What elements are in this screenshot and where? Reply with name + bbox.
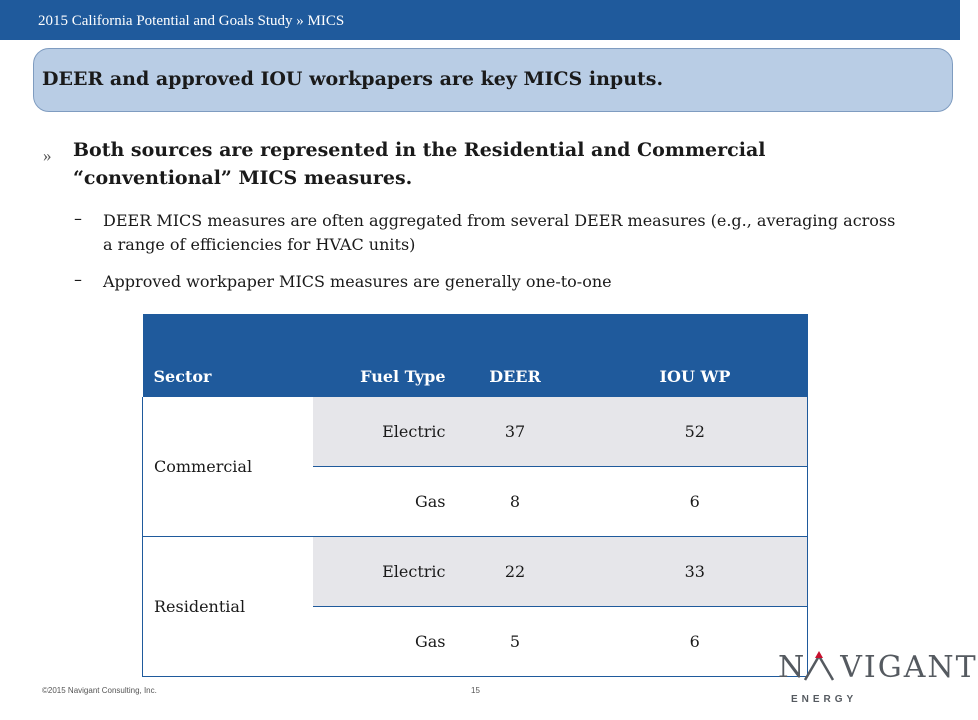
table-row xyxy=(143,537,808,607)
sub-bullet-dash: – xyxy=(74,270,82,289)
deer-cell: 37 xyxy=(448,397,583,467)
iou-wp-cell: 33 xyxy=(583,537,808,607)
header-bar xyxy=(0,0,960,40)
sub-bullet-dash: – xyxy=(74,209,82,228)
column-header-deer: DEER xyxy=(448,314,583,397)
breadcrumb: 2015 California Potential and Goals Study » MICS xyxy=(38,13,345,29)
navigant-logo xyxy=(778,650,978,712)
logo-subtitle: ENERGY xyxy=(791,694,858,705)
sub-bullet: Approved workpaper MICS measures are generally one-to-one xyxy=(103,272,612,291)
mics-table xyxy=(142,314,808,677)
page-number: 15 xyxy=(471,686,480,695)
sector-cell: Residential xyxy=(143,537,313,677)
iou-wp-cell: 6 xyxy=(583,607,808,677)
logo-a-mark-icon xyxy=(802,650,836,688)
footer-copyright: ©2015 Navigant Consulting, Inc. xyxy=(42,686,157,695)
column-header-sector: Sector xyxy=(143,314,313,397)
logo-letter-n: N xyxy=(778,650,807,685)
sub-bullet: DEER MICS measures are often aggregated from several DEER measures (e.g., averaging across a range of efficiencies for HVAC units) xyxy=(103,211,896,254)
table-header-row xyxy=(143,314,808,397)
iou-wp-cell: 52 xyxy=(583,397,808,467)
table-row xyxy=(143,397,808,467)
fuel-type-cell: Gas xyxy=(313,607,448,677)
fuel-type-cell: Gas xyxy=(313,467,448,537)
column-header-fuel-type: Fuel Type xyxy=(313,314,448,397)
logo-letters-vigant: VIGANT xyxy=(840,650,978,685)
deer-cell: 5 xyxy=(448,607,583,677)
bullet-marker: » xyxy=(43,146,52,165)
fuel-type-cell: Electric xyxy=(313,537,448,607)
main-bullet: Both sources are represented in the Residential and Commercial “conventional” MICS measures. xyxy=(73,139,766,189)
deer-cell: 8 xyxy=(448,467,583,537)
column-header-iou-wp: IOU WP xyxy=(583,314,808,397)
sector-cell: Commercial xyxy=(143,397,313,537)
iou-wp-cell: 6 xyxy=(583,467,808,537)
fuel-type-cell: Electric xyxy=(313,397,448,467)
deer-cell: 22 xyxy=(448,537,583,607)
title-box xyxy=(33,48,953,112)
page-title: DEER and approved IOU workpapers are key MICS inputs. xyxy=(42,68,664,90)
